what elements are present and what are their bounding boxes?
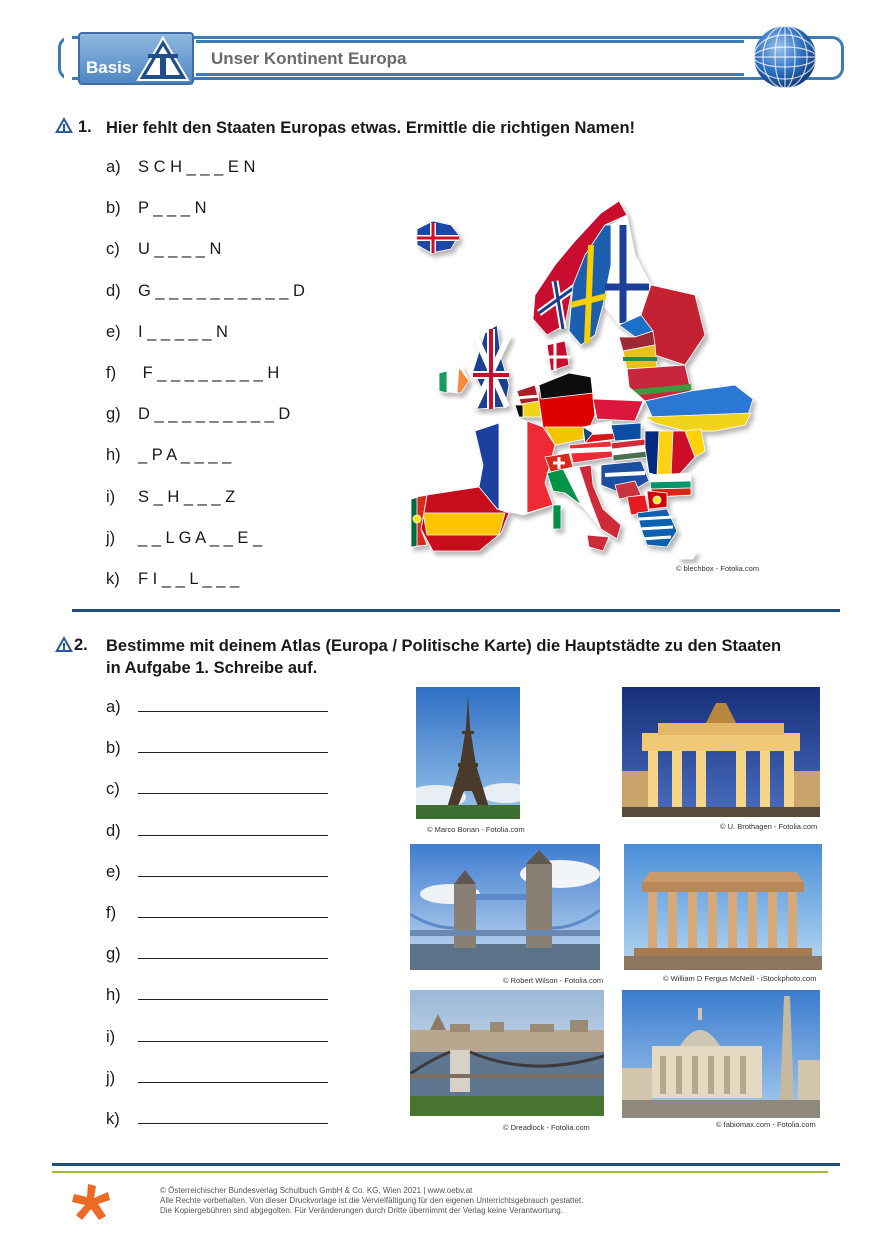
answer-blank[interactable]: [138, 944, 328, 959]
answer-row: [106, 738, 328, 758]
question-1-text: Hier fehlt den Staaten Europas etwas. Ermittle die richtigen Namen!: [106, 119, 636, 137]
list-item: [106, 282, 305, 301]
item-letter: b): [106, 199, 121, 218]
answer-row: [106, 985, 328, 1005]
footer-rights: Alle Rechte vorbehalten. Von dieser Druckvorlage ist die Vervielfältigung für den eigenen Unterrichtsgebrauch gestattet.: [160, 1196, 584, 1205]
item-letter: d): [106, 821, 121, 840]
question-2-text-line1: Bestimme mit deinem Atlas (Europa / Politische Karte) die Hauptstädte zu den Staaten: [106, 637, 782, 655]
country-puzzle: G _ _ _ _ _ _ _ _ _ _ D: [138, 281, 305, 300]
answer-blank[interactable]: [138, 697, 328, 712]
footer-rule-blue: [52, 1163, 840, 1166]
basis-level-icon: [54, 635, 74, 653]
answer-row: [106, 779, 328, 799]
answer-blank[interactable]: [138, 738, 328, 753]
item-letter: h): [106, 446, 121, 465]
basis-logo-text: Basis: [86, 58, 132, 77]
globe-icon: [752, 24, 818, 90]
answer-row: [106, 697, 328, 717]
country-puzzle: _ _ L G A _ _ E _: [138, 528, 263, 547]
country-puzzle: F I _ _ L _ _ _: [138, 570, 240, 588]
photo-credit: © Robert Wilson - Fotolia.com: [503, 976, 604, 985]
answer-blank[interactable]: [138, 779, 328, 794]
answer-blank[interactable]: [138, 821, 328, 836]
photo-tower-bridge: [410, 844, 600, 970]
answer-blank[interactable]: [138, 1109, 328, 1124]
country-puzzle: S _ H _ _ _ Z: [138, 487, 236, 506]
answer-row: [106, 821, 328, 841]
photo-st-peters-basilica: [622, 990, 820, 1118]
europe-flag-map: [405, 195, 765, 573]
answer-row: [106, 862, 328, 882]
list-item: [106, 158, 255, 177]
answer-blank[interactable]: [138, 1068, 328, 1083]
country-puzzle: F _ _ _ _ _ _ _ _ H: [138, 364, 280, 382]
section-divider: [72, 609, 840, 612]
answer-row: [106, 903, 328, 923]
list-item: [106, 405, 290, 424]
item-letter: b): [106, 739, 121, 758]
photo-parthenon: [624, 844, 822, 970]
photo-eiffel-tower: [416, 687, 520, 819]
footer-rule-green: [52, 1171, 828, 1173]
list-item: [106, 364, 279, 383]
answer-blank[interactable]: [138, 862, 328, 877]
item-letter: k): [106, 570, 120, 588]
list-item: [106, 240, 221, 259]
photo-credit: © Marco Bonan - Fotolia.com: [427, 825, 525, 834]
item-letter: g): [106, 405, 121, 424]
basis-triangle-icon: [136, 36, 190, 82]
answer-row: [106, 1109, 328, 1129]
answer-blank[interactable]: [138, 985, 328, 1000]
header-frame-gap: [64, 30, 72, 90]
footer-disclaimer: Die Kopiergebühren sind abgegolten. Für Veränderungen durch Dritte übernimmt der Verlag keine Verantwortung.: [160, 1206, 563, 1215]
item-letter: e): [106, 322, 121, 341]
list-item: [106, 323, 228, 342]
page-title: Unser Kontinent Europa: [211, 49, 407, 68]
answer-row: [106, 1068, 328, 1088]
country-puzzle: S C H _ _ _ E N: [138, 158, 256, 176]
item-letter: a): [106, 158, 121, 176]
item-letter: f): [106, 364, 117, 382]
answer-row: [106, 1027, 328, 1047]
photo-credit: © fabiomax.com - Fotolia.com: [716, 1120, 816, 1129]
country-puzzle: P _ _ _ N: [138, 199, 207, 218]
list-item: [106, 529, 262, 548]
item-letter: e): [106, 862, 121, 881]
country-puzzle: I _ _ _ _ _ N: [138, 322, 228, 341]
answer-blank[interactable]: [138, 1027, 328, 1042]
item-letter: j): [106, 1068, 116, 1087]
item-letter: k): [106, 1110, 120, 1128]
country-puzzle: _ P A _ _ _ _: [138, 446, 232, 465]
item-letter: h): [106, 986, 121, 1005]
question-2-number: 2.: [74, 636, 88, 654]
item-letter: j): [106, 528, 116, 547]
item-letter: g): [106, 945, 121, 964]
country-puzzle: D _ _ _ _ _ _ _ _ _ D: [138, 405, 291, 424]
item-letter: c): [106, 780, 120, 799]
basis-level-icon: [54, 116, 74, 134]
item-letter: d): [106, 281, 121, 300]
list-item: [106, 570, 239, 589]
item-letter: i): [106, 487, 116, 506]
photo-credit: © Dreadlock - Fotolia.com: [503, 1123, 590, 1132]
list-item: [106, 199, 207, 218]
photo-credit: © William D Fergus McNeill - iStockphoto.com: [663, 974, 817, 983]
item-letter: a): [106, 698, 121, 716]
answer-row: [106, 944, 328, 964]
photo-credit: © U. Brothagen - Fotolia.com: [720, 822, 818, 831]
list-item: [106, 446, 231, 465]
question-2-text-line2: in Aufgabe 1. Schreibe auf.: [106, 659, 318, 677]
country-puzzle: U _ _ _ _ N: [138, 240, 222, 259]
item-letter: f): [106, 904, 117, 922]
map-credit: © blechbox - Fotolia.com: [676, 564, 760, 573]
list-item: [106, 488, 235, 507]
oebv-logo-icon: [72, 1184, 112, 1222]
photo-brandenburg-gate: [622, 687, 820, 817]
photo-chain-bridge: [410, 990, 604, 1116]
footer-copyright: © Österreichischer Bundesverlag Schulbuch GmbH & Co. KG, Wien 2021 | www.oebv.at: [160, 1186, 473, 1195]
question-1-number: 1.: [78, 118, 92, 136]
item-letter: c): [106, 240, 120, 259]
answer-blank[interactable]: [138, 903, 328, 918]
item-letter: i): [106, 1027, 116, 1046]
